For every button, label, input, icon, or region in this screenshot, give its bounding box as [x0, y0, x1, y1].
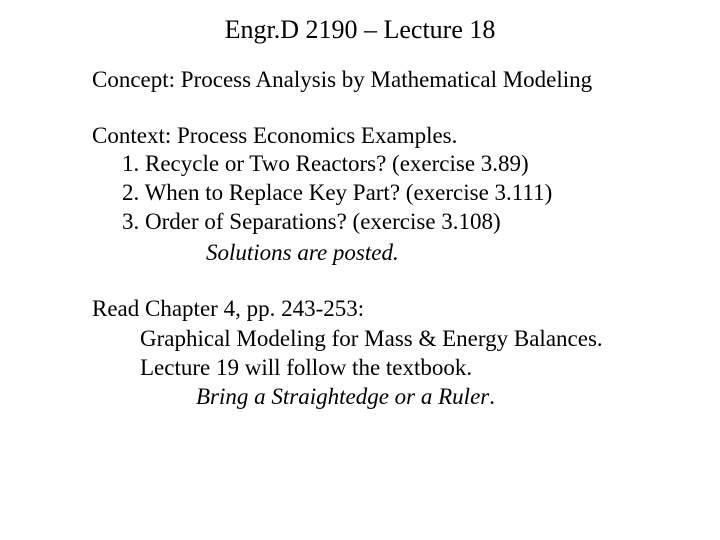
slide-title: Engr.D 2190 – Lecture 18 — [224, 15, 496, 44]
context-item-2: 2. When to Replace Key Part? (exercise 3.111) — [122, 180, 553, 205]
solutions-note: Solutions are posted. — [206, 240, 399, 265]
ruler-reminder-period: . — [489, 384, 495, 409]
reading-topic: Graphical Modeling for Mass & Energy Balances. — [140, 326, 603, 351]
reading-heading: Read Chapter 4, pp. 243-253: — [92, 296, 365, 321]
ruler-reminder — [196, 383, 495, 411]
context-item-1: 1. Recycle or Two Reactors? (exercise 3.89) — [122, 151, 529, 176]
ruler-reminder-text: Bring a Straightedge or a Ruler — [196, 384, 490, 409]
concept-line: Concept: Process Analysis by Mathematical Modeling — [92, 67, 593, 92]
reading-follow: Lecture 19 will follow the textbook. — [140, 355, 473, 380]
context-item-3: 3. Order of Separations? (exercise 3.108) — [122, 209, 501, 234]
context-heading: Context: Process Economics Examples. — [92, 123, 458, 148]
